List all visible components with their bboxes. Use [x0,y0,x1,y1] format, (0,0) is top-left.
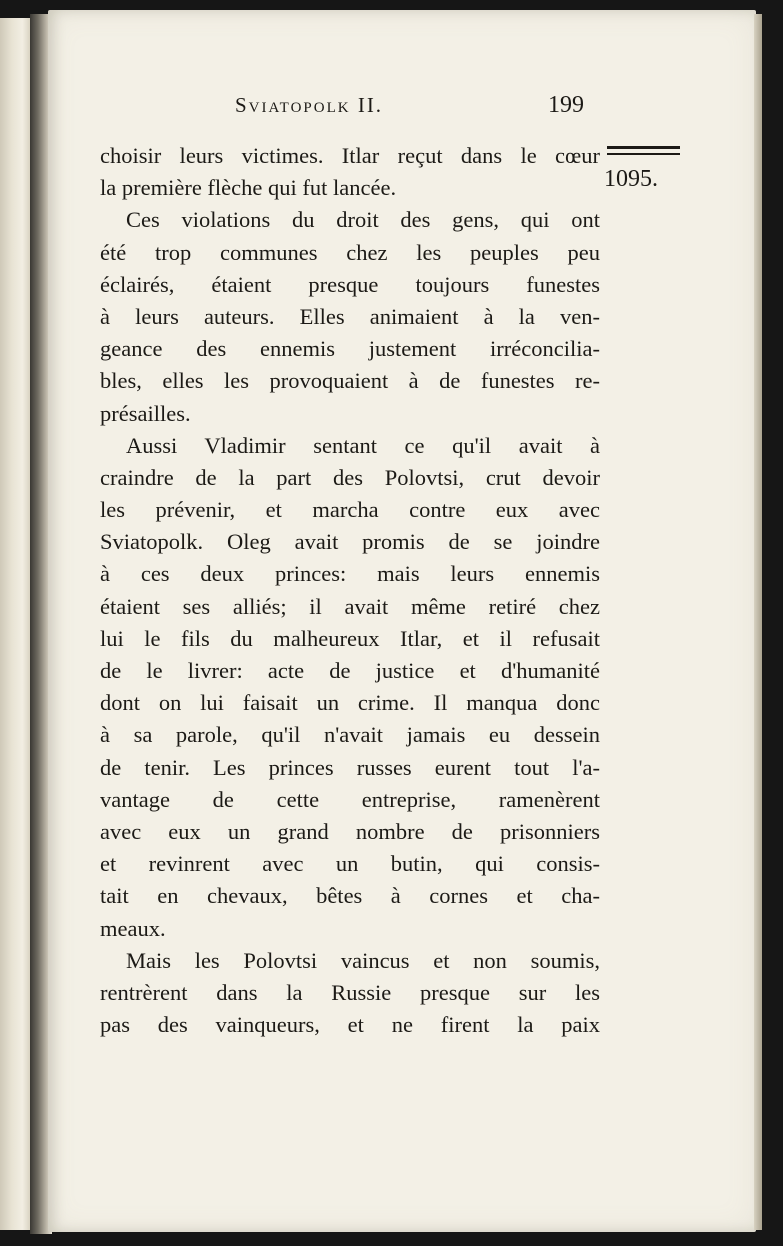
text-line: rentrèrent dans la Russie presque sur les [100,979,600,1005]
text-line: geance des ennemis justement irréconcilia- [100,336,600,362]
text-line: vantage de cette entreprise, ramenèrent [100,786,600,812]
text-line: Sviatopolk. Oleg avait promis de se joindre [100,529,600,555]
text-line: été trop communes chez les peuples peu [100,239,600,265]
text-line: étaient ses alliés; il avait même retiré chez [100,593,600,619]
page-fore-edge [754,14,762,1230]
text-line: lui le fils du malheureux Itlar, et il refusait [100,625,600,651]
text-line: les prévenir, et marcha contre eux avec [100,497,600,523]
text-line: et revinrent avec un butin, qui consis- [100,851,600,877]
running-head: Sviatopolk II. [235,93,384,117]
margin-rule [607,146,680,149]
page-number: 199 [548,92,584,118]
text-line: de tenir. Les princes russes eurent tout l'a- [100,754,600,780]
text-line: Mais les Polovtsi vaincus et non soumis, [126,947,600,973]
margin-rule [607,153,680,155]
text-line: tait en chevaux, bêtes à cornes et cha- [100,883,600,909]
text-line: éclairés, étaient presque toujours funestes [100,271,600,297]
margin-year-note: 1095. [604,166,658,192]
text-line: Ces violations du droit des gens, qui ont [126,207,600,233]
text-line: pas des vainqueurs, et ne firent la paix [100,1012,600,1038]
facing-page-edge [0,18,31,1230]
text-line: à sa parole, qu'il n'avait jamais eu dessein [100,722,600,748]
text-line: meaux. [100,915,166,941]
text-line: bles, elles les provoquaient à de funestes re- [100,368,600,394]
text-line: avec eux un grand nombre de prisonniers [100,818,600,844]
text-line: craindre de la part des Polovtsi, crut devoir [100,464,600,490]
text-line: présailles. [100,400,191,426]
text-line: la première flèche qui fut lancée. [100,175,397,201]
text-line: dont on lui faisait un crime. Il manqua donc [100,690,600,716]
text-line: choisir leurs victimes. Itlar reçut dans le cœur [100,143,600,168]
text-line: à ces deux princes: mais leurs ennemis [100,561,600,587]
text-line: de le livrer: acte de justice et d'humanité [100,658,600,683]
body-text [100,140,600,1041]
text-line: Aussi Vladimir sentant ce qu'il avait à [126,432,600,458]
text-line: à leurs auteurs. Elles animaient à la ven- [100,303,600,329]
